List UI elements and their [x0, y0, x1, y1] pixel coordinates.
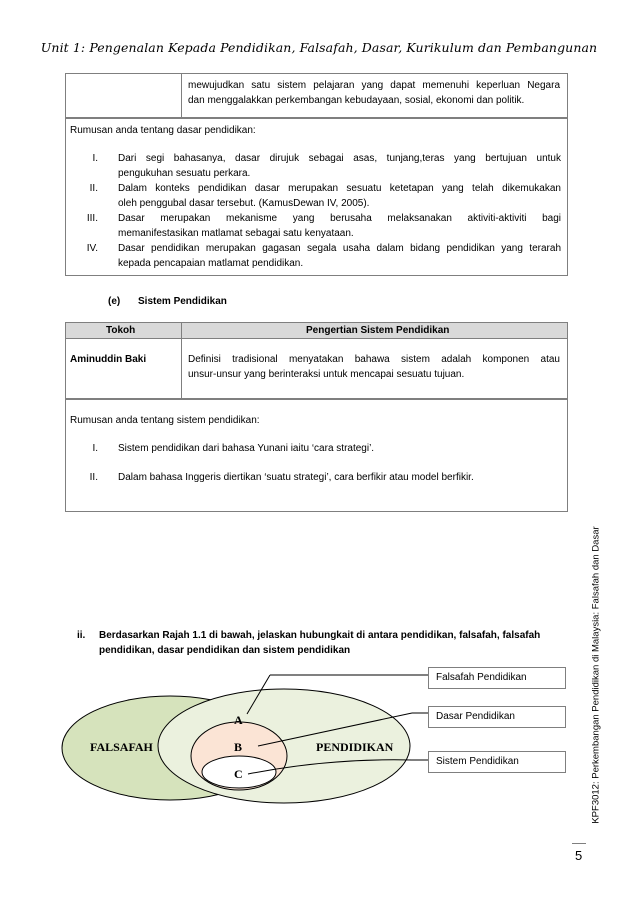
list-number: I.: [92, 443, 98, 454]
list-line: Dari segi bahasanya, dasar dirujuk sebagai asas, tunjang,teras yang bertujuan untuk: [118, 153, 561, 164]
falsafah-label: FALSAFAH: [90, 740, 153, 754]
rumusan-dasar-title: Rumusan anda tentang dasar pendidikan:: [70, 125, 256, 136]
table-divider: [181, 323, 182, 338]
continuation-text: [188, 78, 560, 108]
definition-line: unsur-unsur yang berinteraksi untuk mencapai sesuatu tujuan.: [188, 369, 465, 380]
list-text: Dalam bahasa Inggeris diertikan ‘suatu strategi’, cara berfikir atau model berfikir.: [118, 472, 474, 483]
list-number: III.: [86, 213, 98, 224]
page-number: 5: [575, 848, 583, 863]
list-line: oleh penggubal dasar tersebut. (KamusDewan IV, 2005).: [118, 198, 370, 209]
section-number: (e): [108, 296, 121, 307]
list-number: II.: [89, 183, 98, 194]
column-header-tokoh: Tokoh: [106, 325, 136, 336]
definition-line: Definisi tradisional menyatakan bahawa sistem adalah komponen atau: [188, 354, 560, 365]
list-line: Dalam konteks pendidikan dasar merupakan sesuatu ketetapan yang telah dikemukakan: [118, 183, 561, 194]
rumusan-sistem-title: Rumusan anda tentang sistem pendidikan:: [70, 415, 260, 426]
continuation-line: dan menggalakkan perkembangan kebudayaan, sosial, ekonomi dan politik.: [188, 95, 525, 106]
question-line: Berdasarkan Rajah 1.1 di bawah, jelaskan hubungkait di antara pendidikan, falsafah, falsafah: [99, 630, 541, 641]
rumusan-dasar-box: [65, 118, 568, 276]
label-sistem-pendidikan: Sistem Pendidikan: [428, 751, 566, 773]
tokoh-name: Aminuddin Baki: [70, 354, 147, 365]
continuation-line: mewujudkan satu sistem pelajaran yang dapat memenuhi keperluan Negara: [188, 80, 560, 91]
continuation-row: [65, 73, 568, 118]
column-header-pengertian: Pengertian Sistem Pendidikan: [306, 325, 450, 336]
list-number: I.: [92, 153, 98, 164]
table-divider: [181, 339, 182, 398]
list-line: Dasar pendidikan merupakan gagasan segala usaha dalam bidang pendidikan yang terarah: [118, 243, 561, 254]
page-number-rule: [572, 843, 586, 844]
label-dasar-pendidikan: Dasar Pendidikan: [428, 706, 566, 728]
pendidikan-label: PENDIDIKAN: [316, 740, 394, 754]
sidebar-text: KPF3012: Perkembangan Pendidikan di Malaysia: Falsafah dan Dasar: [590, 526, 602, 824]
rumusan-sistem-box: [65, 399, 568, 512]
sidebar-caption: [589, 510, 603, 840]
table-divider: [181, 74, 182, 117]
section-title: Sistem Pendidikan: [138, 296, 227, 307]
label-b: B: [234, 740, 243, 754]
list-number: II.: [89, 472, 98, 483]
page-header: Unit 1: Pengenalan Kepada Pendidikan, Falsafah, Dasar, Kurikulum dan Pembangunan: [40, 40, 598, 55]
list-line: kepada pencapaian matlamat pendidikan.: [118, 258, 304, 269]
question-line: pendidikan, dasar pendidikan dan sistem pendidikan: [99, 645, 351, 656]
label-a: A: [234, 713, 243, 727]
label-falsafah-pendidikan: Falsafah Pendidikan: [428, 667, 566, 689]
table-row: [65, 339, 568, 399]
table-header: [65, 322, 568, 339]
list-line: Dasar merupakan mekanisme yang berusaha melaksanakan aktiviti-aktiviti bagi: [118, 213, 561, 224]
list-line: pengukuhan sesuatu perkara.: [118, 168, 251, 179]
list-line: memanifestasikan matlamat sebagai satu kenyataan.: [118, 228, 354, 239]
label-c: C: [234, 767, 243, 781]
question-number: ii.: [77, 630, 86, 641]
list-number: IV.: [86, 243, 98, 254]
list-text: Sistem pendidikan dari bahasa Yunani iaitu ‘cara strategi’.: [118, 443, 375, 454]
